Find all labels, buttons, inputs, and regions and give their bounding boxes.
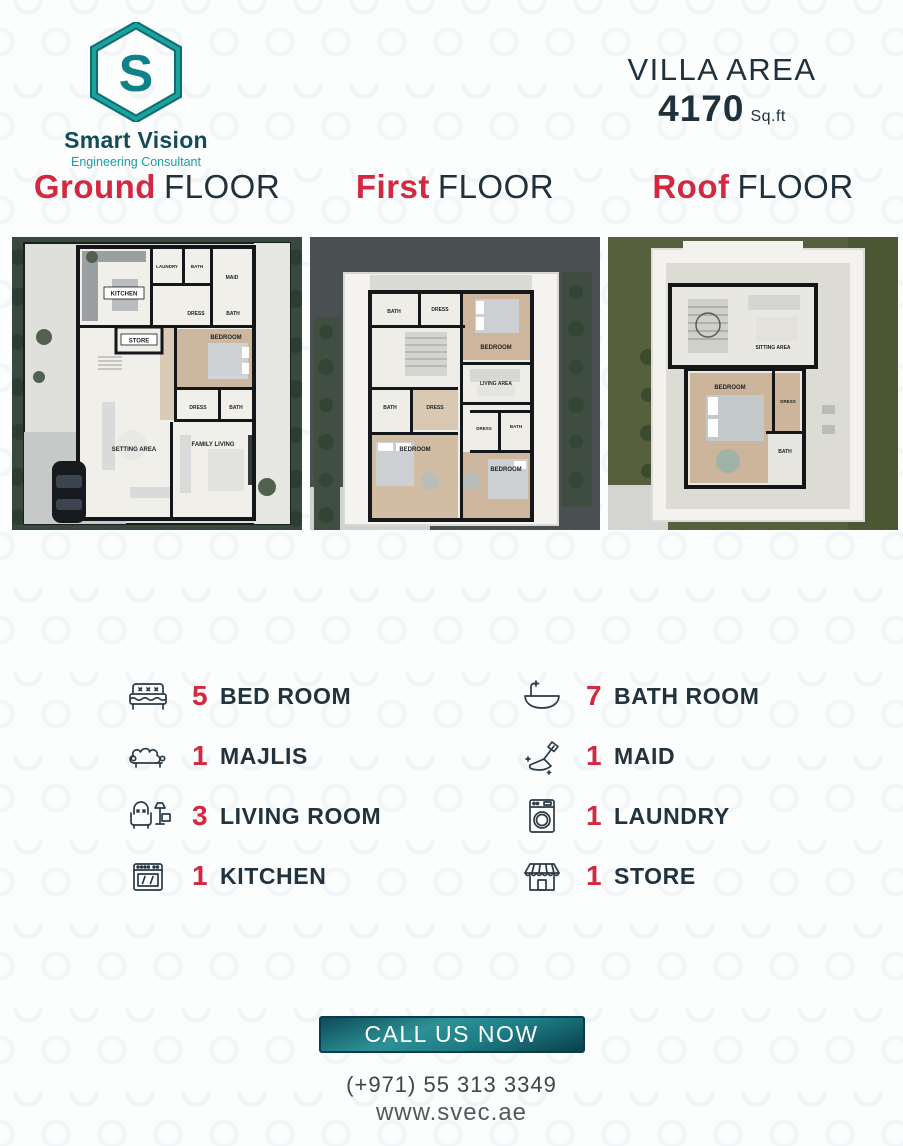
feature-laundry [514,786,760,846]
feature-count: 1 [586,740,602,771]
room-label: DRESS [476,426,492,431]
room-label: DRESS [189,405,207,411]
roof-floor-title-accent: Roof [652,168,730,205]
feature-label: LAUNDRY [614,802,730,829]
cleaning-icon [514,732,570,780]
washing-machine-icon [514,792,570,840]
feature-count: 3 [192,800,208,831]
first-floor-title-rest: FLOOR [437,168,555,205]
villa-area-unit: Sq.ft [750,108,786,125]
bathtub-icon [514,672,570,720]
ground-floor-title-rest: FLOOR [163,168,281,205]
villa-area-block [607,52,837,130]
room-label: BEDROOM [480,345,512,351]
first-floor-plan [310,237,600,530]
room-label: BATH [190,264,204,269]
room-label: KITCHEN [110,291,138,298]
room-label: BATH [778,449,792,455]
stove-icon [120,852,176,900]
features-left-column [120,666,381,906]
sofa-icon [120,732,176,780]
feature-bath-room [514,666,760,726]
feature-bed-room [120,666,381,726]
room-label: BATH [383,405,397,411]
feature-label: BED ROOM [220,682,352,709]
villa-area-value: 4170 [658,88,745,129]
feature-label: STORE [614,862,696,889]
room-label: STORE [128,338,150,345]
room-label: DRESS [187,311,205,317]
feature-label: MAJLIS [220,742,308,769]
room-label: MAID [225,275,239,281]
room-label: BATH [229,405,243,411]
feature-label: MAID [614,742,676,769]
brand-logo-icon [84,22,188,122]
feature-store [514,846,760,906]
call-us-now-button[interactable]: CALL US NOW [319,1016,585,1053]
feature-majlis [120,726,381,786]
room-label: FAMILY LIVING [191,442,235,448]
feature-count: 1 [586,860,602,891]
room-label: BEDROOM [399,447,431,453]
first-floor-title [310,168,600,206]
phone-number-link[interactable]: (+971) 55 313 3349 [346,1072,557,1097]
feature-living-room [120,786,381,846]
first-floor-title-accent: First [355,168,430,205]
ground-floor-title [12,168,302,206]
room-label: BATH [387,309,401,315]
roof-floor-plan [608,237,898,530]
room-label: BATH [226,311,240,317]
floor-plans-row [12,237,898,530]
ground-floor-title-accent: Ground [33,168,156,205]
room-label: BATH [509,424,523,429]
feature-count: 5 [192,680,208,711]
room-label: BEDROOM [210,335,242,341]
feature-kitchen [120,846,381,906]
roof-floor-title [608,168,898,206]
room-label: BEDROOM [714,385,746,391]
brand-logo-letter: S [118,45,154,103]
car-graphic [52,461,86,523]
room-label: LAUNDRY [156,264,178,269]
feature-label: KITCHEN [220,862,327,889]
brand-block [46,22,226,169]
armchair-lamp-icon [120,792,176,840]
room-label: DRESS [431,307,449,313]
bed-icon [120,672,176,720]
storefront-icon [514,852,570,900]
ground-floor-plan [12,237,302,530]
room-label: BEDROOM [490,467,522,473]
feature-label: BATH ROOM [614,682,760,709]
brand-name: Smart Vision [64,127,208,153]
feature-label: LIVING ROOM [220,802,382,829]
feature-count: 7 [586,680,602,711]
feature-count: 1 [192,860,208,891]
villa-area-label: VILLA AREA [627,52,817,87]
roof-floor-title-rest: FLOOR [737,168,854,205]
website-link[interactable]: www.svec.ae [375,1099,528,1126]
room-label: LIVING AREA [479,381,513,387]
feature-count: 1 [192,740,208,771]
feature-maid [514,726,760,786]
brand-tagline: Engineering Consultant [71,155,201,169]
room-label: SETTING AREA [111,447,157,453]
room-label: DRESS [426,405,444,411]
room-label: SITTING AREA [755,345,791,351]
features-right-column [514,666,760,906]
room-label: DRESS [780,399,796,404]
floor-titles-row [12,168,898,206]
feature-count: 1 [586,800,602,831]
